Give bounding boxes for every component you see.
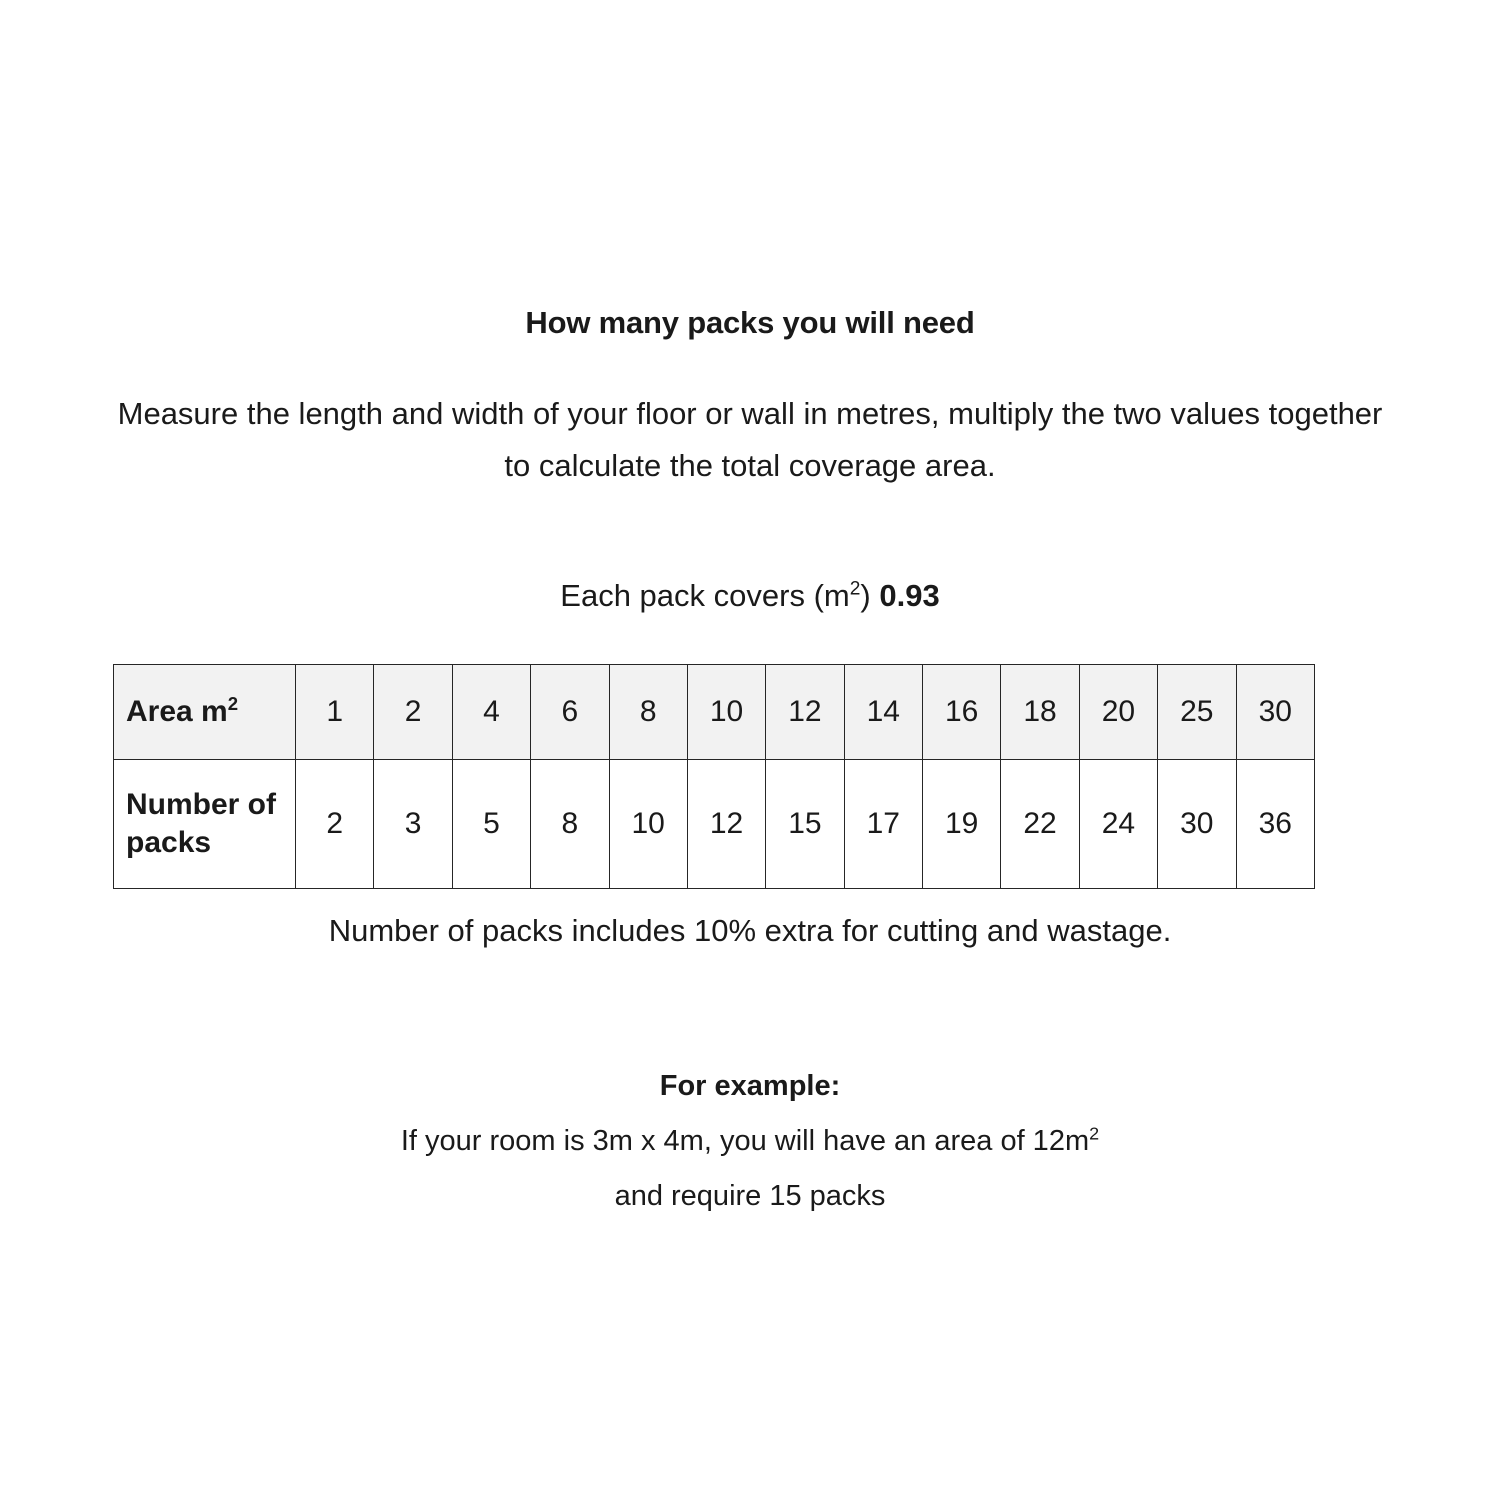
area-cell: 20 (1079, 665, 1157, 760)
example-line-one (0, 1125, 1500, 1158)
packs-cell: 36 (1236, 760, 1315, 889)
packs-cell: 30 (1158, 760, 1236, 889)
example-line-one-superscript: 2 (1089, 1123, 1100, 1144)
packs-cell: 24 (1079, 760, 1157, 889)
area-cell: 25 (1158, 665, 1236, 760)
packs-cell: 15 (766, 760, 844, 889)
row-header-packs: Number of packs (114, 760, 296, 889)
area-cell: 30 (1236, 665, 1315, 760)
area-cell: 1 (296, 665, 374, 760)
area-cell: 16 (923, 665, 1001, 760)
wastage-note: Number of packs includes 10% extra for cutting and wastage. (328, 913, 1172, 948)
row-header-area-label: Area m (126, 695, 228, 728)
area-cell: 14 (844, 665, 922, 760)
area-cell: 4 (452, 665, 530, 760)
packs-table (113, 664, 1315, 889)
packs-cell: 5 (452, 760, 530, 889)
intro-paragraph: Measure the length and width of your floor or wall in metres, multiply the two values together to calculate the total coverage area. (117, 396, 1383, 483)
pack-coverage-superscript: 2 (849, 578, 861, 600)
row-header-area (114, 665, 296, 760)
packs-cell: 22 (1001, 760, 1079, 889)
table-row-area (114, 665, 1315, 760)
area-cell: 10 (687, 665, 765, 760)
packs-cell: 8 (531, 760, 609, 889)
row-header-area-superscript: 2 (227, 693, 239, 714)
area-cell: 6 (531, 665, 609, 760)
pack-coverage-label-after: ) (860, 578, 871, 613)
example-heading: For example: (659, 1070, 841, 1102)
area-cell: 18 (1001, 665, 1079, 760)
page-title: How many packs you will need (525, 305, 975, 340)
pack-coverage-value: 0.93 (879, 578, 940, 613)
packs-cell: 3 (374, 760, 452, 889)
table-row-packs (114, 760, 1315, 889)
packs-cell: 12 (687, 760, 765, 889)
example-line-two: and require 15 packs (614, 1180, 886, 1212)
packs-cell: 10 (609, 760, 687, 889)
packs-cell: 17 (844, 760, 922, 889)
pack-coverage-label-before: Each pack covers (m (560, 578, 850, 613)
area-cell: 8 (609, 665, 687, 760)
area-cell: 12 (766, 665, 844, 760)
example-line-one-text: If your room is 3m x 4m, you will have an area of 12m (400, 1125, 1090, 1157)
pack-coverage-line (0, 578, 1500, 614)
packs-cell: 2 (296, 760, 374, 889)
packs-cell: 19 (923, 760, 1001, 889)
packs-table-wrapper (113, 664, 1315, 889)
area-cell: 2 (374, 665, 452, 760)
